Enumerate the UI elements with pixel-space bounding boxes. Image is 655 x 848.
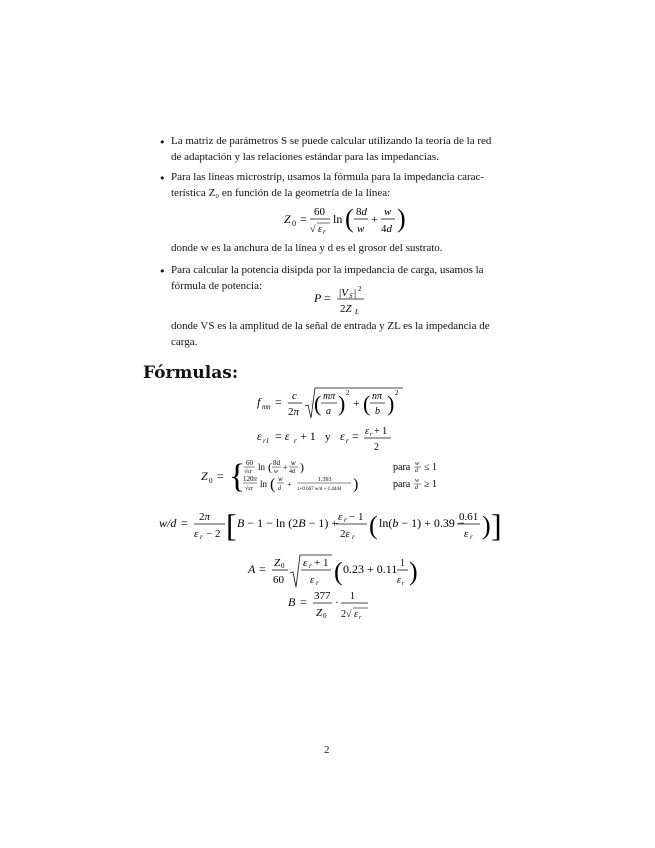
svg-text:mπ: mπ bbox=[323, 391, 336, 402]
svg-text:): ) bbox=[409, 557, 418, 586]
svg-text:0.23 + 0.11: 0.23 + 0.11 bbox=[343, 562, 398, 576]
svg-text:8d: 8d bbox=[273, 459, 280, 467]
svg-text:[: [ bbox=[226, 507, 237, 543]
svg-text:|: | bbox=[354, 287, 357, 299]
svg-text:y: y bbox=[325, 431, 331, 443]
svg-text:w: w bbox=[278, 475, 283, 483]
svg-text:=: = bbox=[352, 429, 359, 443]
svg-text:): ) bbox=[397, 204, 406, 233]
svg-text:+: + bbox=[353, 396, 360, 410]
svg-text:]: ] bbox=[491, 507, 502, 543]
svg-text:60: 60 bbox=[273, 574, 284, 586]
svg-text:2: 2 bbox=[358, 285, 362, 293]
svg-text:para: para bbox=[393, 479, 411, 490]
svg-text:0: 0 bbox=[281, 562, 285, 570]
svg-text:ε: ε bbox=[464, 528, 469, 540]
page-number: 2 bbox=[324, 744, 330, 756]
svg-text:(: ( bbox=[268, 460, 272, 474]
svg-text:r: r bbox=[470, 533, 473, 541]
svg-text:+ 1: + 1 bbox=[314, 557, 329, 569]
svg-text:r: r bbox=[316, 579, 319, 587]
svg-text:ln: ln bbox=[260, 479, 268, 489]
svg-text:=: = bbox=[217, 469, 224, 483]
svg-text:c: c bbox=[292, 390, 297, 402]
svg-text:(: ( bbox=[314, 391, 322, 416]
svg-text:A: A bbox=[248, 562, 256, 576]
svg-text:+: + bbox=[371, 212, 378, 226]
svg-text:): ) bbox=[338, 391, 346, 416]
svg-text:ε: ε bbox=[340, 429, 345, 443]
svg-text:2: 2 bbox=[346, 389, 350, 397]
bullet-1-line-2: de adaptación y las relaciones estándar para las impedancias. bbox=[171, 151, 439, 163]
svg-text:√εr: √εr bbox=[244, 469, 252, 475]
svg-text:1+0.667 w/d + 1.4444: 1+0.667 w/d + 1.4444 bbox=[297, 487, 342, 492]
svg-text:b: b bbox=[375, 406, 380, 417]
svg-text:para: para bbox=[393, 462, 411, 473]
svg-text:+: + bbox=[287, 480, 292, 489]
bullet-3-after-line-1: donde VS es la amplitud de la señal de entrada y ZL es la impedancia de bbox=[171, 320, 490, 332]
z0-equation bbox=[270, 202, 420, 241]
svg-text:+ 1: + 1 bbox=[374, 426, 388, 437]
svg-text:w: w bbox=[274, 469, 279, 475]
svg-text:2Z: 2Z bbox=[340, 303, 352, 315]
svg-text:): ) bbox=[482, 511, 491, 540]
svg-text:r: r bbox=[200, 533, 203, 541]
svg-text:=: = bbox=[300, 595, 307, 609]
svg-text:r: r bbox=[370, 432, 373, 438]
svg-text:Z: Z bbox=[201, 469, 208, 483]
svg-text:|V: |V bbox=[339, 287, 348, 299]
svg-text:=: = bbox=[259, 562, 266, 576]
bullet-2-line-2: terística Z₀ en función de la geometría de la línea: bbox=[171, 187, 391, 199]
svg-text:P: P bbox=[314, 291, 322, 305]
svg-text:4d: 4d bbox=[381, 223, 392, 235]
svg-text:= ε: = ε bbox=[275, 429, 290, 443]
svg-text:r: r bbox=[402, 581, 405, 587]
z0-cases bbox=[201, 456, 451, 499]
svg-text:d: d bbox=[415, 485, 418, 491]
fmn-equation bbox=[253, 384, 413, 425]
bullet-1-text bbox=[171, 133, 531, 165]
bullet-1-line-1: La matriz de parámetros S se puede calcular utilizando la teoría de la red bbox=[171, 135, 492, 147]
svg-text:0: 0 bbox=[323, 612, 327, 620]
svg-text:2ε: 2ε bbox=[340, 528, 350, 540]
svg-text:(: ( bbox=[363, 391, 371, 416]
svg-text:ε: ε bbox=[310, 574, 315, 586]
bullet-3-after bbox=[171, 318, 531, 350]
svg-text:2: 2 bbox=[395, 389, 399, 397]
svg-text:B: B bbox=[288, 595, 296, 609]
bullet-2-line-1: Para las líneas microstrip, usamos la fórmula para la impedancia carac- bbox=[171, 171, 485, 183]
svg-text:mn: mn bbox=[262, 403, 271, 411]
svg-text:w/d: w/d bbox=[159, 516, 177, 530]
svg-text:≤ 1: ≤ 1 bbox=[424, 462, 437, 473]
svg-text:r: r bbox=[323, 228, 326, 236]
svg-text:r: r bbox=[344, 516, 347, 524]
bullet-3-line-1: Para calcular la potencia disipda por la impedancia de carga, usamos la bbox=[171, 264, 484, 276]
svg-text:r1: r1 bbox=[263, 437, 270, 445]
bullet-marker: • bbox=[159, 136, 166, 149]
svg-text:=: = bbox=[300, 212, 307, 226]
svg-text:d: d bbox=[415, 468, 418, 474]
svg-text:f: f bbox=[257, 395, 261, 409]
svg-text:{: { bbox=[229, 458, 246, 495]
svg-text:− 1: − 1 bbox=[349, 511, 364, 523]
svg-text:w: w bbox=[291, 459, 296, 467]
svg-text:2√: 2√ bbox=[341, 609, 352, 620]
svg-text:w: w bbox=[415, 478, 420, 484]
svg-text:r: r bbox=[309, 562, 312, 570]
svg-text:ε: ε bbox=[354, 609, 358, 620]
svg-text:): ) bbox=[353, 476, 359, 493]
svg-text:2π: 2π bbox=[288, 406, 300, 418]
svg-text:ln: ln bbox=[333, 212, 343, 226]
svg-text:Z: Z bbox=[316, 607, 323, 619]
svg-text:ε: ε bbox=[365, 426, 369, 437]
svg-text:0: 0 bbox=[209, 477, 213, 485]
section-title: Fórmulas: bbox=[143, 363, 239, 383]
svg-text:1.393: 1.393 bbox=[318, 477, 332, 483]
svg-text:ε: ε bbox=[194, 528, 199, 540]
svg-text:nπ: nπ bbox=[372, 391, 383, 402]
bullet-marker: • bbox=[159, 172, 166, 185]
svg-text:B − 1 − ln (2B − 1) +: B − 1 − ln (2B − 1) + bbox=[237, 516, 339, 530]
bullet-marker: • bbox=[159, 265, 166, 278]
bullet-3-line-2: fórmula de potencia: bbox=[171, 280, 263, 292]
svg-text:0: 0 bbox=[292, 219, 296, 228]
svg-text:(: ( bbox=[345, 204, 354, 233]
svg-text:ε: ε bbox=[257, 429, 262, 443]
svg-text:ln: ln bbox=[258, 462, 266, 472]
svg-text:2π: 2π bbox=[199, 511, 211, 523]
svg-text:1: 1 bbox=[400, 558, 405, 569]
svg-text:w: w bbox=[357, 223, 365, 235]
svg-text:(: ( bbox=[334, 557, 343, 586]
svg-text:60: 60 bbox=[314, 206, 325, 218]
bullet-2-after bbox=[171, 240, 531, 256]
b-equation bbox=[286, 586, 376, 627]
svg-text:r: r bbox=[359, 615, 362, 621]
svg-text:ln(b − 1) + 0.39 −: ln(b − 1) + 0.39 − bbox=[379, 516, 465, 530]
svg-text:≥ 1: ≥ 1 bbox=[424, 479, 437, 490]
svg-text:w: w bbox=[415, 461, 420, 467]
bullet-2-text bbox=[171, 169, 531, 201]
svg-text:√εr: √εr bbox=[245, 486, 253, 492]
svg-text:1: 1 bbox=[350, 591, 355, 602]
svg-text:d: d bbox=[278, 486, 281, 492]
svg-text:120π: 120π bbox=[243, 475, 258, 483]
wd-equation bbox=[157, 505, 502, 550]
svg-text:√: √ bbox=[310, 224, 316, 235]
svg-text:r: r bbox=[352, 533, 355, 541]
svg-text:=: = bbox=[275, 395, 282, 409]
svg-text:0.61: 0.61 bbox=[459, 511, 479, 523]
svg-text:r: r bbox=[294, 437, 297, 445]
svg-text:a: a bbox=[326, 406, 331, 417]
svg-text:8d: 8d bbox=[356, 206, 367, 218]
svg-text:ε: ε bbox=[303, 557, 308, 569]
svg-text:377: 377 bbox=[314, 590, 331, 602]
svg-text:ε: ε bbox=[397, 575, 401, 586]
svg-text:r: r bbox=[346, 437, 349, 445]
epsilon-equation bbox=[253, 424, 403, 457]
power-equation bbox=[312, 284, 382, 321]
svg-text:2: 2 bbox=[374, 442, 379, 453]
svg-text:− 2: − 2 bbox=[206, 528, 221, 540]
svg-text:(: ( bbox=[270, 476, 276, 493]
svg-text:+ 1: + 1 bbox=[300, 429, 316, 443]
svg-text:(: ( bbox=[369, 511, 378, 540]
svg-text:S: S bbox=[349, 292, 353, 300]
svg-text:·: · bbox=[335, 595, 339, 609]
svg-text:ε: ε bbox=[338, 511, 343, 523]
bullet-2-after-line: donde w es la anchura de la línea y d es el grosor del sustrato. bbox=[171, 242, 443, 254]
svg-text:): ) bbox=[387, 391, 395, 416]
svg-text:Z: Z bbox=[284, 212, 291, 226]
svg-text:w: w bbox=[384, 206, 392, 218]
svg-text:=: = bbox=[181, 516, 188, 530]
svg-text:Z: Z bbox=[274, 557, 281, 569]
svg-text:L: L bbox=[355, 308, 359, 316]
bullet-3-after-line-2: carga. bbox=[171, 336, 198, 348]
svg-text:4d: 4d bbox=[289, 469, 295, 475]
svg-text:): ) bbox=[300, 460, 304, 474]
svg-text:=: = bbox=[324, 291, 331, 305]
svg-text:ε: ε bbox=[318, 224, 322, 235]
svg-text:+: + bbox=[283, 463, 288, 472]
svg-text:60: 60 bbox=[246, 459, 253, 467]
